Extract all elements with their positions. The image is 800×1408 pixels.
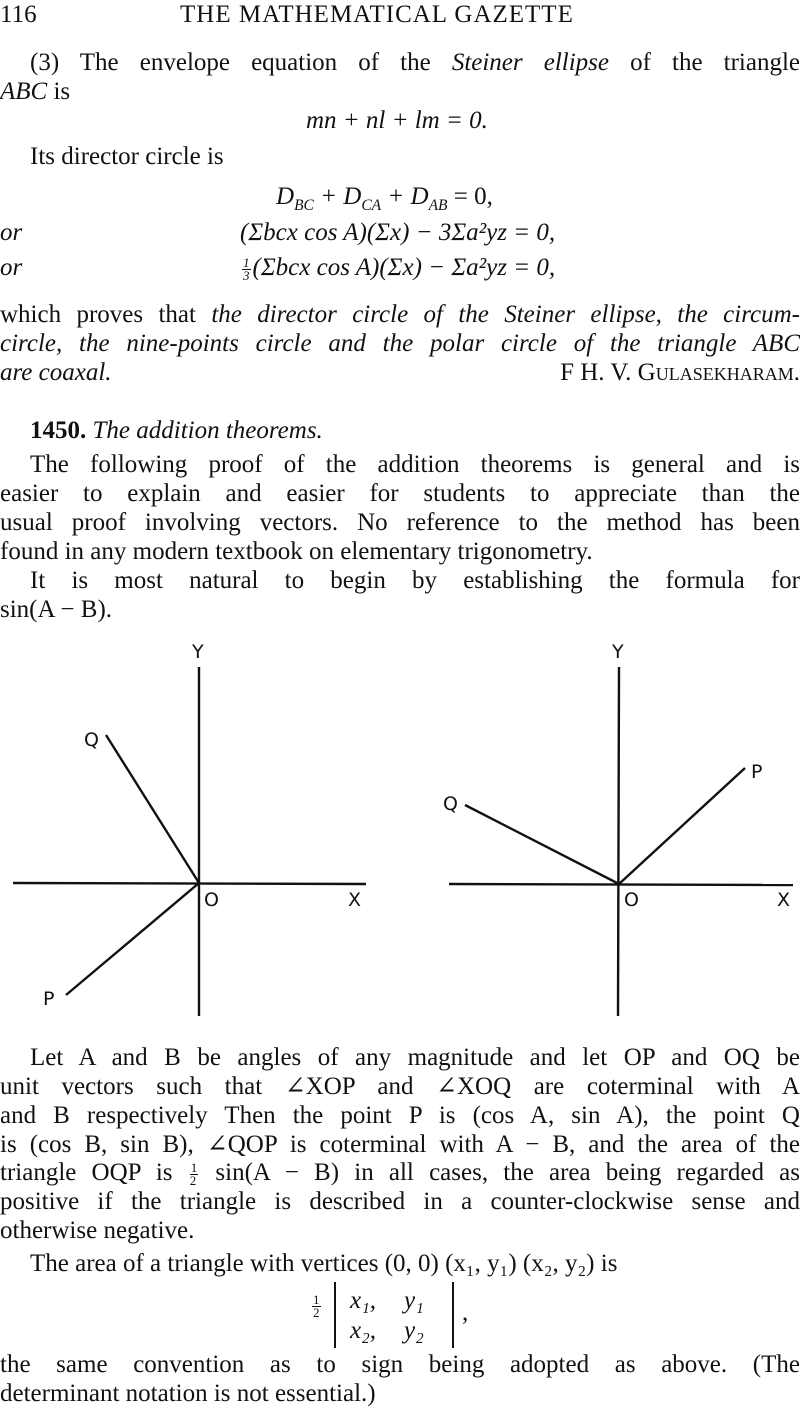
subscript: AB [428,197,448,214]
det-right-bar [452,1282,454,1348]
section3-line2 [0,77,70,106]
text: (3) The envelope equation of the [30,49,452,76]
symbol: D [276,183,295,210]
para2-line2: sin(A − B). [0,596,113,623]
journal-title: THE MATHEMATICAL GAZETTE [180,1,574,28]
director-equation-2: (Σbcx cos A)(Σx) − 3Σa²yz = 0, [240,219,556,246]
det-coefficient [310,1290,323,1319]
det-x1: x₁, [350,1287,377,1314]
or-label-1: or [0,219,23,246]
right-x-axis [449,884,793,885]
text: the director circle of the Steiner ellipse, the circum- [211,301,800,328]
subscript: CA [361,197,382,214]
numerator: 1 [243,254,250,270]
text: = 0, [447,183,493,210]
para5-line1: the same convention as to sign being adopted as above. (The [0,1351,800,1378]
note-heading [30,416,323,445]
determinant [334,1282,469,1348]
envelope-equation: mn + nl + lm = 0. [306,107,488,134]
det-comma: , [462,1299,469,1326]
fraction-one-half [312,1291,321,1320]
right-op-line [619,768,745,884]
para3-line5 [0,1158,800,1187]
left-p-label: P [43,988,55,1010]
triangle-abc: ABC [0,78,48,105]
fraction-one-half [189,1159,199,1188]
fraction-one-third [242,254,251,283]
subscript: BC [294,197,314,214]
text: is [47,78,71,105]
symbol: D [343,183,362,210]
section3-line1 [0,48,800,77]
left-op-line [66,883,199,995]
note-title: The addition theorems. [92,417,323,444]
para3-line2: unit vectors such that ∠XOP and ∠XOQ are coterminal with A [0,1073,800,1100]
right-origin-label: O [624,889,639,911]
right-y-label: Y [612,641,624,663]
text: of the triangle [608,49,800,76]
para4: The area of a triangle with vertices (0, 0) (x₁, y₁) (x₂, y₂) is [30,1250,618,1277]
text: (Σbcx cos A)(Σx) − Σa²yz = 0, [252,254,556,281]
para1-line1: The following proof of the addition theorems is general and is [30,451,800,478]
text: which proves that [0,301,212,328]
left-oq-line [106,735,199,883]
right-p-label: P [751,761,763,783]
para5-line2: determinant notation is not essential.) [0,1380,376,1407]
left-x-label: X [348,889,362,911]
denominator: 2 [313,1304,320,1320]
denominator: 3 [243,267,250,283]
right-diagram [449,667,793,1016]
para1-line2: easier to explain and easier for students to appreciate than the [0,480,800,507]
conclusion-line1 [0,300,800,329]
numerator: 1 [313,1291,320,1307]
director-equation-1: $D_{BC} + D_{CA} + D_{AB} = 0$, [276,183,493,214]
para3-line6: positive if the triangle is described in a counter-clockwise sense and [0,1188,800,1215]
right-q-label: Q [443,793,458,815]
para3-line4: is (cos B, sin B), ∠QOP is coterminal with A − B, and the area of the [0,1131,800,1158]
left-x-axis [13,883,366,884]
para2-line1: It is most natural to begin by establishing the formula for [30,567,800,594]
denominator: 2 [189,1172,197,1188]
det-x2: x₂, [350,1317,377,1344]
det-y1: y₁ [404,1287,424,1314]
numerator: 1 [190,1159,198,1175]
left-y-label: Y [192,641,204,663]
or-label-2: or [0,254,23,281]
para1-line3: usual proof involving vectors. No reference to the method has been [0,509,800,536]
conclusion-line3: are coaxal. [0,359,112,386]
note-number: 1450. [30,417,87,444]
right-x-label: X [777,889,791,911]
para1-line4: found in any modern textbook on elementary trigonometry. [0,538,593,565]
left-origin-label: O [204,889,219,911]
symbol: D [410,183,429,210]
director-intro: Its director circle is [30,143,224,170]
para3-line1: Let A and B be angles of any magnitude and let OP and OQ be [30,1044,800,1071]
steiner-ellipse-term: Steiner ellipse [451,49,609,76]
author-signature: F H. V. Gulasekharam. [560,359,800,386]
det-y2: y₂ [404,1317,424,1344]
director-equation-3 [240,253,555,282]
para3-line3: and B respectively Then the point P is (cos A, sin A), the point Q [0,1102,800,1129]
right-y-axis [618,667,619,1016]
para3-line7: otherwise negative. [0,1217,195,1244]
conclusion-line2: circle, the nine-points circle and the polar circle of the triangle ABC [0,330,800,357]
left-diagram [13,667,366,1016]
left-q-label: Q [84,729,99,751]
text: sin(A − B) in all cases, the area being regarded as [200,1159,800,1186]
right-oq-line [465,805,619,884]
page-number: 116 [0,1,37,28]
det-left-bar [334,1282,336,1348]
text: triangle OQP is [0,1159,188,1186]
coordinate-diagrams [0,630,800,1030]
